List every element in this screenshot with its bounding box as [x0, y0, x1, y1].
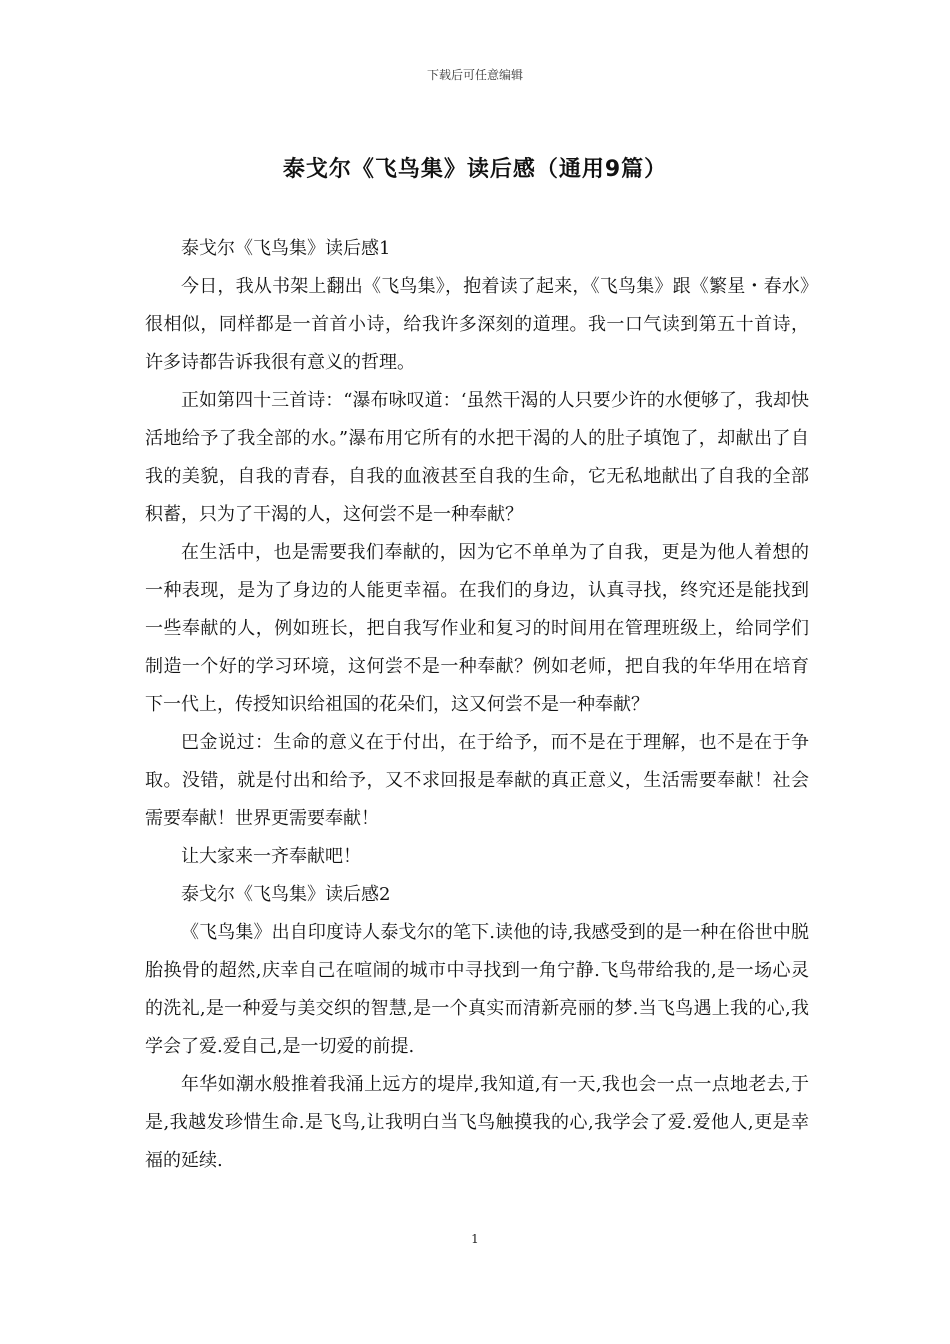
- document-title: 泰戈尔《飞鸟集》读后感（通用9篇）: [282, 157, 668, 182]
- page-number: 1: [471, 1232, 479, 1246]
- body-paragraph: 今日，我从书架上翻出《飞鸟集》，抱着读了起来，《飞鸟集》跟《繁星・春水》很相似，同样都是一首首小诗，给我许多深刻的道理。我一口气读到第五十首诗，许多诗都告诉我很有意义的哲理。: [145, 276, 809, 373]
- body-paragraph: 在生活中，也是需要我们奉献的，因为它不单单为了自我，更是为他人着想的一种表现，是为了身边的人能更幸福。在我们的身边，认真寻找，终究还是能找到一些奉献的人，例如班长，把自我写作业和复习的时间用在管理班级上，给同学们制造一个好的学习环境，这何尝不是一种奉献？例如老师，把自我的年华用在培育下一代上，传授知识给祖国的花朵们，这又何尝不是一种奉献？: [145, 542, 809, 715]
- section-heading-2: 泰戈尔《飞鸟集》读后感2: [181, 884, 391, 905]
- body-paragraph: 巴金说过：生命的意义在于付出，在于给予，而不是在于理解，也不是在于争取。没错，就是付出和给予，又不求回报是奉献的真正意义，生活需要奉献！社会需要奉献！世界更需要奉献！: [145, 732, 809, 829]
- body-paragraph: 《飞鸟集》出自印度诗人泰戈尔的笔下.读他的诗,我感受到的是一种在俗世中脱胎换骨的超然,庆幸自己在喧闹的城市中寻找到一角宁静.飞鸟带给我的,是一场心灵的洗礼,是一种爱与美交织的智慧,是一个真实而清新亮丽的梦.当飞鸟遇上我的心,我学会了爱.爱自己,是一切爱的前提.: [145, 922, 809, 1057]
- section-heading-1: 泰戈尔《飞鸟集》读后感1: [181, 238, 391, 259]
- body-paragraph: 让大家来一齐奉献吧！: [181, 846, 361, 867]
- document-body: [145, 230, 809, 1180]
- page-header-note: 下载后可任意编辑: [426, 68, 523, 82]
- body-paragraph: 正如第四十三首诗：“瀑布咏叹道：‘虽然干渴的人只要少许的水便够了，我却快活地给予了我全部的水。”瀑布用它所有的水把干渴的人的肚子填饱了，却献出了自我的美貌，自我的青春，自我的血液甚至自我的生命，它无私地献出了自我的全部积蓄，只为了干渴的人，这何尝不是一种奉献？: [145, 390, 809, 525]
- body-paragraph: 年华如潮水般推着我涌上远方的堤岸,我知道,有一天,我也会一点一点地老去,于是,我越发珍惜生命.是飞鸟,让我明白当飞鸟触摸我的心,我学会了爱.爱他人,更是幸福的延续.: [145, 1074, 809, 1171]
